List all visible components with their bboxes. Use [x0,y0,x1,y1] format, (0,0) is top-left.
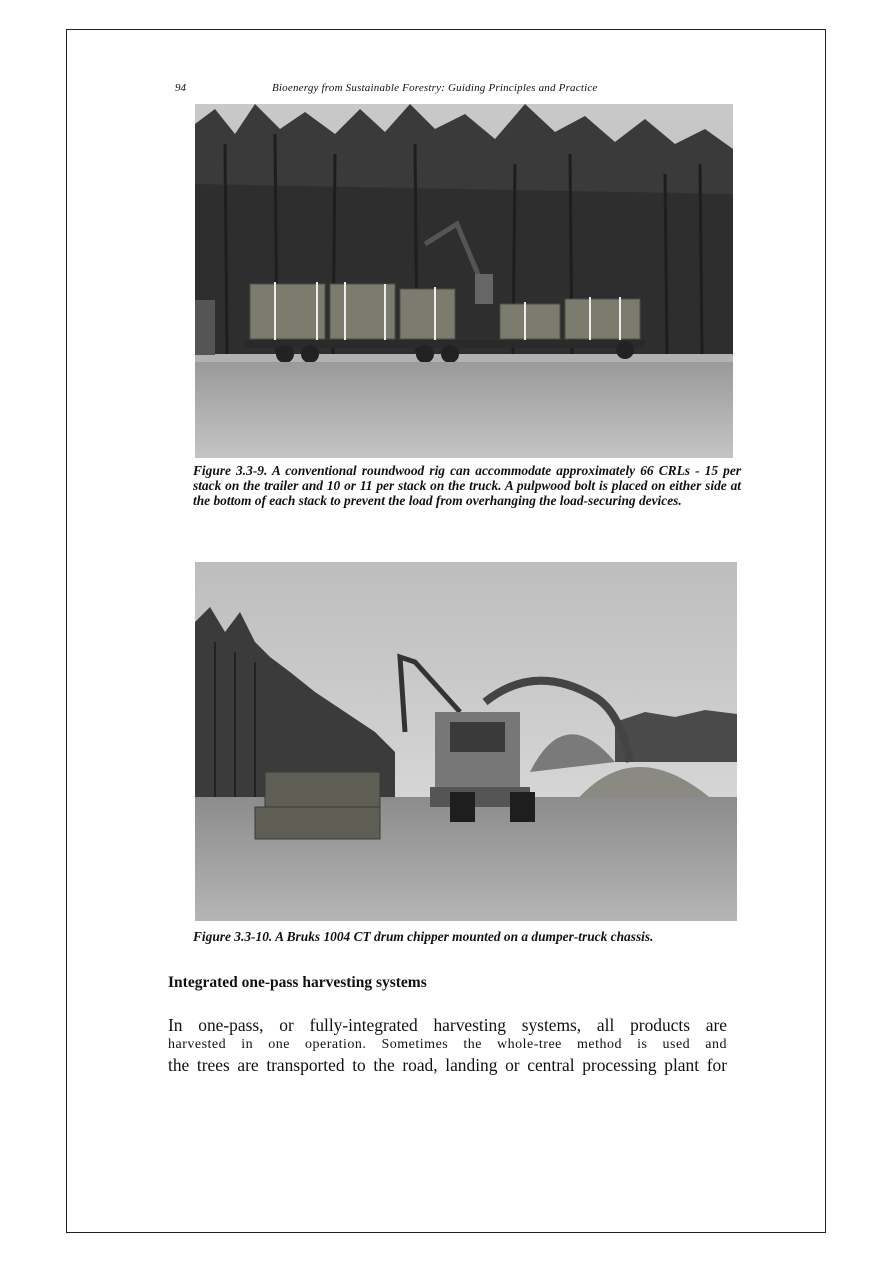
figure-3-3-9-caption: Figure 3.3-9. A conventional roundwood rig can accommodate approximately 66 CRLs - 15 per stack on the trailer and 10 or 11 per stack on the truck. A pulpwood bolt is placed on either side at the bottom of each stack to prevent the load from overhanging the load-securing devices. [193,463,741,508]
section-heading: Integrated one-pass harvesting systems [168,974,427,991]
body-line: In one-pass, or fully-integrated harvesting systems, all products are [168,1015,727,1035]
figure-3-3-9-photo [195,104,733,458]
figure-3-3-10-caption: Figure 3.3-10. A Bruks 1004 CT drum chipper mounted on a dumper-truck chassis. [193,929,654,944]
body-line: harvested in one operation. Sometimes the whole-tree method is used and [168,1037,727,1052]
figure-3-3-10-photo [195,562,737,921]
body-line: the trees are transported to the road, landing or central processing plant for [168,1055,727,1075]
section-body [168,1015,727,1075]
running-title: Bioenergy from Sustainable Forestry: Guiding Principles and Practice [272,82,598,94]
page-number: 94 [175,82,186,94]
